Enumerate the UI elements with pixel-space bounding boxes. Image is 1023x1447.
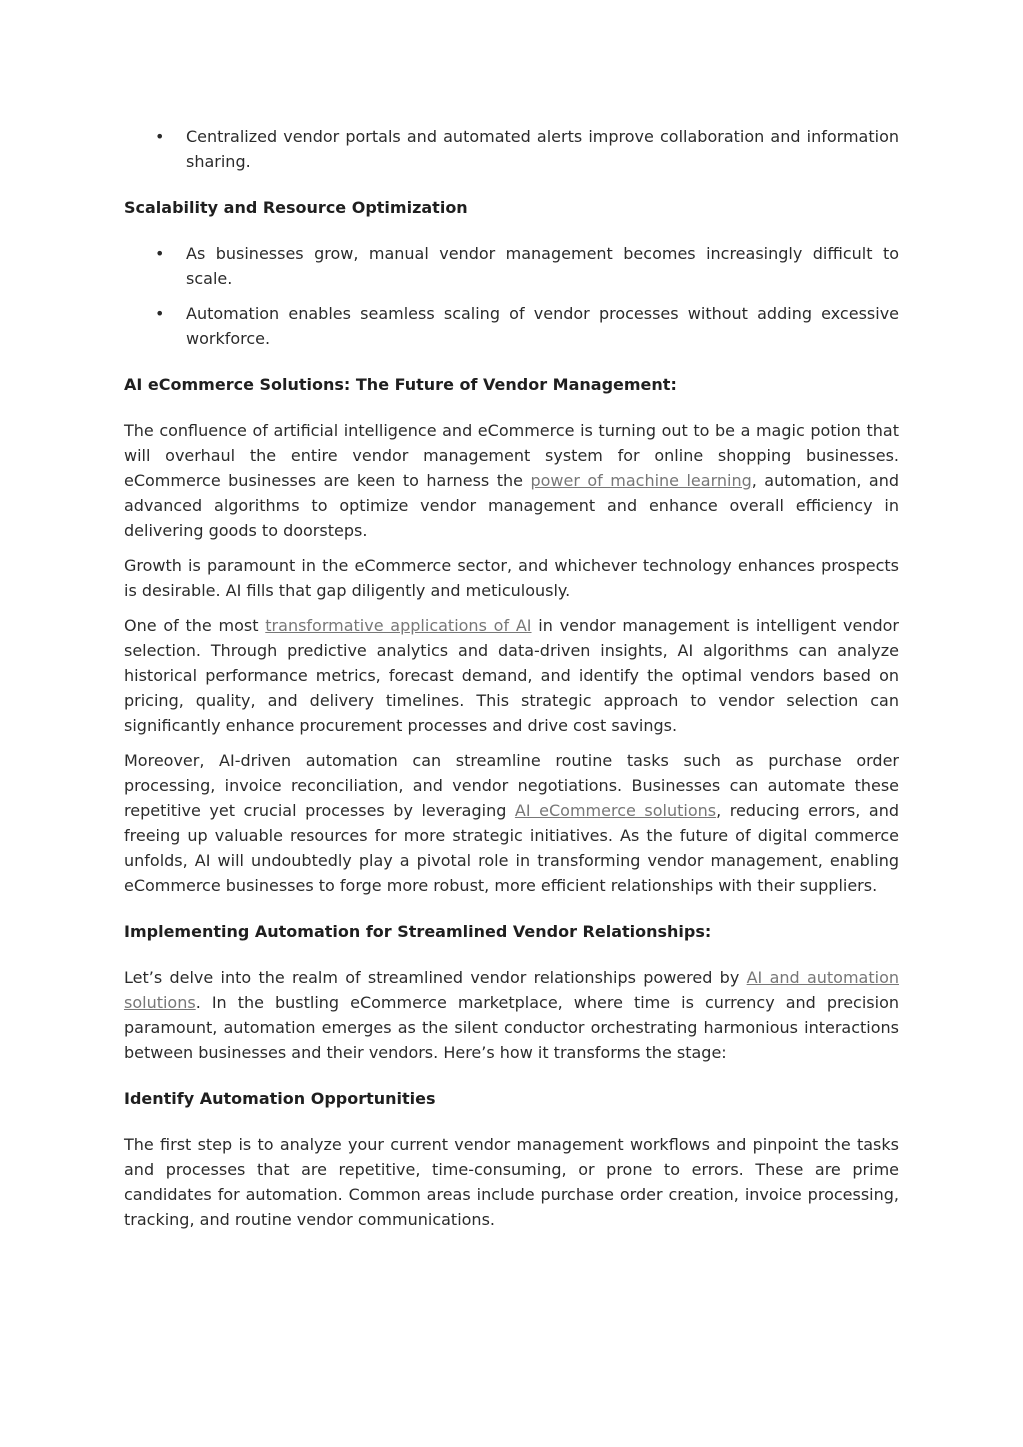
paragraph-text: One of the most bbox=[124, 616, 266, 635]
bullet-icon: • bbox=[155, 304, 165, 323]
list-item-text: Automation enables seamless scaling of vendor processes without adding excessive workforce. bbox=[186, 304, 899, 348]
document-page bbox=[124, 124, 899, 1232]
link-ai-ecommerce-solutions[interactable]: AI eCommerce solutions bbox=[514, 801, 717, 820]
link-transformative-applications[interactable]: transformative applications of AI bbox=[265, 616, 532, 635]
section-heading-identify-opportunities: Identify Automation Opportunities bbox=[124, 1089, 436, 1108]
paragraph-text: , reducing errors, and freeing up valuable resources for more strategic initiatives. As the future of digital commerce unfolds, AI will undoubtedly play a pivotal role in transforming vendor management, enabling eCommerce businesses to forge more robust, more efficient relationships with their suppliers. bbox=[124, 801, 899, 895]
link-power-of-machine-learning[interactable]: power of machine learning bbox=[530, 471, 752, 490]
list-item bbox=[124, 241, 899, 291]
list-item-text: Centralized vendor portals and automated alerts improve collaboration and information sharing. bbox=[186, 127, 899, 171]
section-heading-scalability: Scalability and Resource Optimization bbox=[124, 198, 468, 217]
paragraph-text: in vendor management is intelligent vendor selection. Through predictive analytics and data-driven insights, AI algorithms can analyze historical performance metrics, forecast demand, and identify the optimal vendors based on pricing, quality, and delivery timelines. This strategic approach to vendor selection can significantly enhance procurement processes and drive cost savings. bbox=[124, 616, 900, 735]
paragraph-text: Let’s delve into the realm of streamlined vendor relationships powered by bbox=[124, 968, 747, 987]
list-item-text: As businesses grow, manual vendor management becomes increasingly difficult to scale. bbox=[186, 244, 899, 288]
list-item bbox=[124, 301, 899, 351]
paragraph-text: The confluence of artificial intelligence and eCommerce is turning out to be a magic potion that will overhaul the entire vendor management system for online shopping businesses. eCommerce businesses are keen to harness the bbox=[124, 421, 899, 490]
link-ai-and-automation-solutions[interactable]: AI and automation solutions bbox=[124, 968, 900, 1012]
paragraph-ai-automation bbox=[124, 748, 899, 898]
bullet-list-scalability bbox=[124, 241, 899, 351]
bullet-icon: • bbox=[155, 244, 165, 263]
list-item bbox=[124, 124, 899, 174]
paragraph-streamlined-relationships bbox=[124, 965, 899, 1065]
paragraph-confluence bbox=[124, 418, 899, 543]
paragraph-text: , automation, and advanced algorithms to optimize vendor management and enhance overall efficiency in delivering goods to doorsteps. bbox=[124, 471, 899, 540]
bullet-list-top bbox=[124, 124, 899, 174]
section-heading-ai-ecommerce: AI eCommerce Solutions: The Future of Vendor Management: bbox=[124, 375, 677, 394]
paragraph-text: . In the bustling eCommerce marketplace, where time is currency and precision paramount, automation emerges as the silent conductor orchestrating harmonious interactions between businesses and their vendors. Here’s how it transforms the stage: bbox=[124, 993, 899, 1062]
paragraph-vendor-selection bbox=[124, 613, 899, 738]
bullet-icon: • bbox=[155, 127, 165, 146]
paragraph-first-step: The first step is to analyze your current vendor management workflows and pinpoint the tasks and processes that are repetitive, time-consuming, or prone to errors. These are prime candidates for automation. Common areas include purchase order creation, invoice processing, tracking, and routine vendor communications. bbox=[124, 1135, 899, 1229]
section-heading-implementing-automation: Implementing Automation for Streamlined Vendor Relationships: bbox=[124, 922, 712, 941]
paragraph-growth: Growth is paramount in the eCommerce sector, and whichever technology enhances prospects is desirable. AI fills that gap diligently and meticulously. bbox=[124, 556, 899, 600]
paragraph-text: Moreover, AI-driven automation can streamline routine tasks such as purchase order processing, invoice reconciliation, and vendor negotiations. Businesses can automate these repetitive yet crucial processes by leveraging bbox=[124, 751, 899, 820]
